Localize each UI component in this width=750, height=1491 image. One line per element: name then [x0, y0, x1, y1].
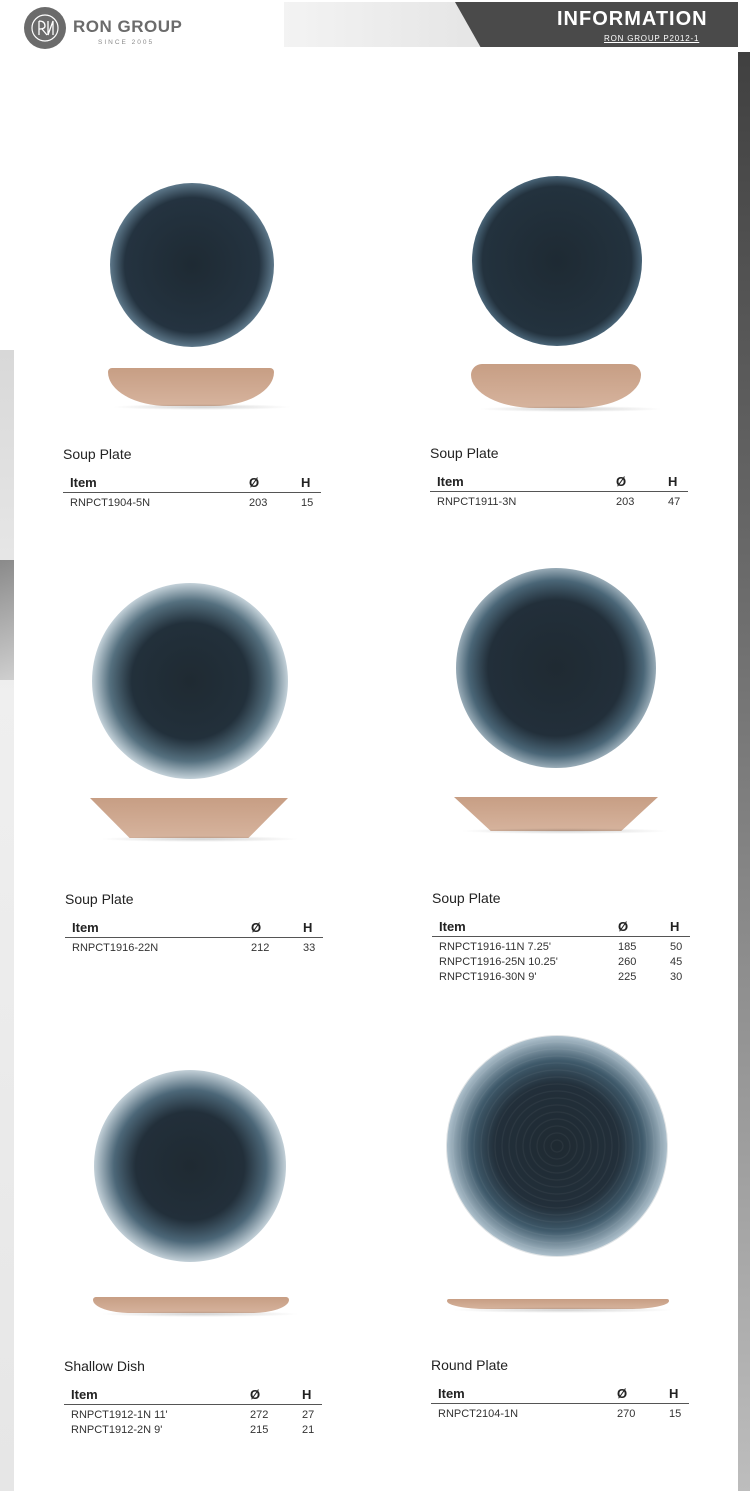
- diameter-value: 203: [616, 496, 635, 508]
- plate-side-view: [454, 797, 658, 831]
- header-height: H: [303, 920, 313, 935]
- height-value: 27: [302, 1409, 315, 1421]
- header-item: Item: [71, 1387, 98, 1402]
- height-value: 33: [303, 942, 316, 954]
- header-item: Item: [438, 1386, 465, 1401]
- height-value: 21: [302, 1424, 315, 1436]
- table-row: [432, 940, 690, 955]
- product-title: Round Plate: [431, 1357, 509, 1373]
- plate-side-view: [108, 368, 274, 406]
- header-height: H: [302, 1387, 312, 1402]
- header-height: H: [301, 475, 311, 490]
- product-title: Soup Plate: [65, 891, 134, 907]
- table-row: [65, 941, 323, 956]
- page-code: RON GROUP P2012-1: [604, 34, 700, 43]
- header-diameter: Ø: [249, 475, 260, 490]
- diameter-value: 215: [250, 1424, 269, 1436]
- product-info-4: [432, 890, 697, 985]
- table-row: [432, 955, 690, 970]
- header-height: H: [670, 919, 680, 934]
- ron-group-logo-icon: [24, 7, 66, 49]
- item-code: RNPCT1912-2N 9': [71, 1424, 163, 1436]
- plate-top-view: [110, 183, 274, 347]
- plate-shadow: [460, 828, 670, 834]
- header-item: Item: [437, 474, 464, 489]
- table-header: [431, 1383, 689, 1404]
- header-diameter: Ø: [250, 1387, 261, 1402]
- table-row: [432, 970, 690, 985]
- product-info-1: [63, 446, 328, 511]
- spec-table: [431, 1383, 689, 1422]
- left-side-accent: [0, 560, 14, 680]
- plate-shadow: [452, 1307, 674, 1313]
- height-value: 15: [301, 497, 314, 509]
- item-code: RNPCT1912-1N 11': [71, 1409, 168, 1421]
- diameter-value: 203: [249, 497, 268, 509]
- item-code: RNPCT1916-30N 9': [439, 971, 537, 983]
- header-diameter: Ø: [251, 920, 262, 935]
- header-height: H: [668, 474, 678, 489]
- table-header: [64, 1384, 322, 1405]
- height-value: 47: [668, 496, 681, 508]
- product-info-5: [64, 1358, 329, 1438]
- table-row: [63, 496, 321, 511]
- plate-shadow: [478, 406, 663, 412]
- table-header: [63, 472, 321, 493]
- item-code: RNPCT2104-1N: [438, 1408, 519, 1420]
- product-info-2: [430, 445, 695, 510]
- plate-top-view: [446, 1035, 668, 1257]
- plate-side-view: [471, 364, 641, 408]
- diameter-value: 185: [618, 941, 637, 953]
- left-side-stripe: [0, 350, 14, 1491]
- plate-top-view: [456, 568, 656, 768]
- header-diameter: Ø: [618, 919, 629, 934]
- table-header: [430, 471, 688, 492]
- plate-top-view: [94, 1070, 286, 1262]
- brand-since: SINCE 2005: [98, 39, 155, 46]
- table-row: [430, 495, 688, 510]
- height-value: 30: [670, 971, 683, 983]
- item-code: RNPCT1911-3N: [437, 496, 517, 508]
- item-code: RNPCT1916-22N: [72, 942, 159, 954]
- spec-table: [64, 1384, 322, 1438]
- spec-table: [432, 916, 690, 985]
- product-title: Shallow Dish: [64, 1358, 145, 1374]
- diameter-value: 260: [618, 956, 637, 968]
- product-title: Soup Plate: [430, 445, 499, 461]
- product-title: Soup Plate: [432, 890, 501, 906]
- table-row: [64, 1423, 322, 1438]
- plate-side-view: [90, 798, 288, 838]
- height-value: 45: [670, 956, 683, 968]
- diameter-value: 272: [250, 1409, 269, 1421]
- diameter-value: 270: [617, 1408, 636, 1420]
- diameter-value: 225: [618, 971, 637, 983]
- item-code: RNPCT1916-11N 7.25': [439, 941, 551, 953]
- table-row: [431, 1407, 689, 1422]
- plate-top-view: [92, 583, 288, 779]
- plate-shadow: [112, 404, 292, 410]
- header-item: Item: [439, 919, 466, 934]
- header-diameter: Ø: [616, 474, 627, 489]
- plate-top-view: [472, 176, 642, 346]
- spec-table: [63, 472, 321, 511]
- spec-table: [430, 471, 688, 510]
- header-item: Item: [72, 920, 99, 935]
- plate-shadow: [100, 1311, 300, 1317]
- table-header: [65, 917, 323, 938]
- diameter-value: 212: [251, 942, 270, 954]
- product-title: Soup Plate: [63, 446, 132, 462]
- plate-shadow: [100, 836, 300, 842]
- height-value: 15: [669, 1408, 682, 1420]
- product-info-6: [431, 1357, 696, 1422]
- page-title: INFORMATION: [557, 8, 708, 30]
- spec-table: [65, 917, 323, 956]
- header-height: H: [669, 1386, 679, 1401]
- table-row: [64, 1408, 322, 1423]
- item-code: RNPCT1916-25N 10.25': [439, 956, 558, 968]
- header-item: Item: [70, 475, 97, 490]
- product-info-3: [65, 891, 330, 956]
- item-code: RNPCT1904-5N: [70, 497, 151, 509]
- header-diameter: Ø: [617, 1386, 628, 1401]
- brand-name: RON GROUP: [73, 17, 183, 36]
- table-header: [432, 916, 690, 937]
- height-value: 50: [670, 941, 683, 953]
- page-header: [0, 0, 750, 52]
- right-side-stripe: [738, 0, 750, 1491]
